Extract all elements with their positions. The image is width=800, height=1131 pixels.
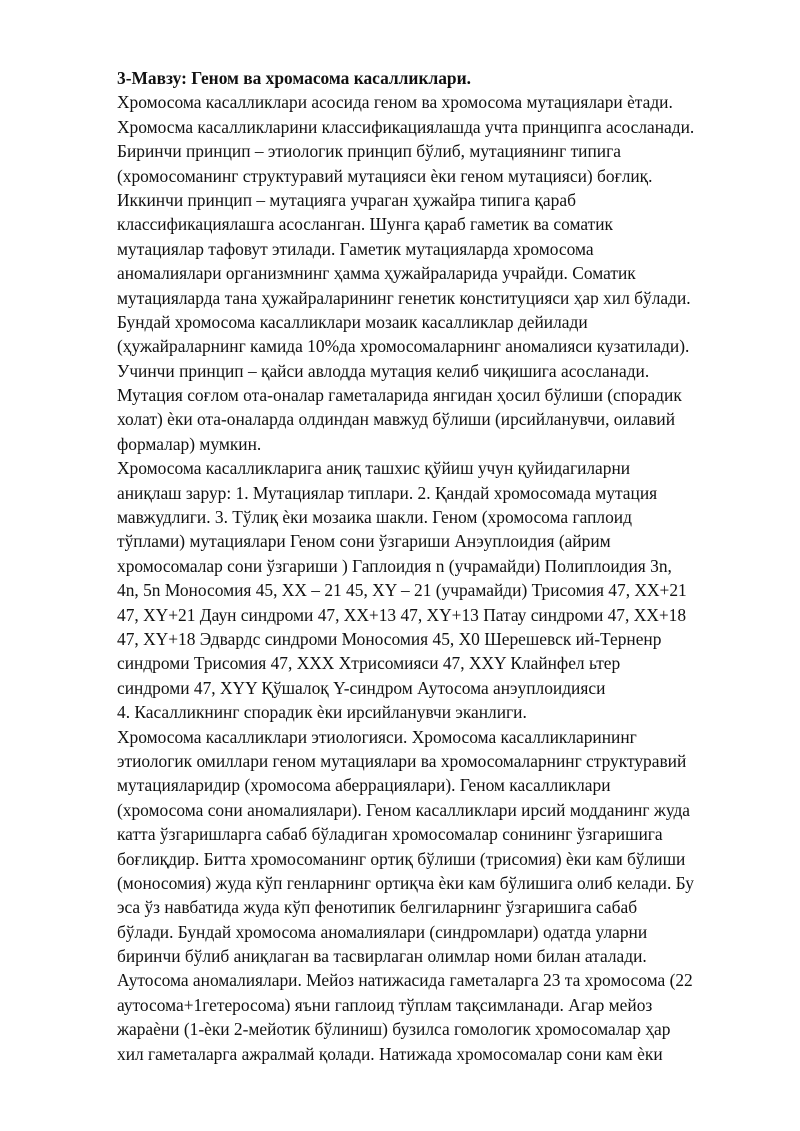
text-line: эса ўз навбатида жуда кўп фенотипик белгиларнинг ўзгаришига сабаб <box>117 897 638 918</box>
text-line: биринчи бўлиб аниқлаган ва тасвирлаган олимлар номи билан аталади. <box>117 946 647 967</box>
text-line: синдроми 47, XYY Қўшалоқ Y-синдром Аутосома анэуплоидияси <box>117 677 606 698</box>
text-line: мутациялар тафовут этилади. Гаметик мутацияларда хромосома <box>117 238 594 259</box>
text-line: Хромосома касалликлари этиологияси. Хромосома касалликларининг <box>117 726 637 747</box>
text-line: катта ўзгаришларга сабаб бўладиган хромосомалар сонининг ўзгаришига <box>117 824 663 845</box>
text-line: боғлиқдир. Битта хромосоманинг ортиқ бўлиши (трисомия) ѐки кам бўлиши <box>117 848 686 869</box>
text-line: холат) ѐки ота-оналарда олдиндан мавжуд бўлиши (ирсийланувчи, оилавий <box>117 409 676 430</box>
text-line: этиологик омиллари геном мутациялари ва хромосомаларнинг структуравий <box>117 750 687 771</box>
text-line: аниқлаш зарур: 1. Мутациялар типлари. 2. Қандай хромосомада мутация <box>117 482 658 503</box>
text-line: бўлади. Бундай хромосома аномалиялари (синдромлари) одатда уларни <box>117 921 648 942</box>
text-line: синдроми Трисомия 47, XXX Хтрисомияси 47, XXY Клайнфел ьтер <box>117 653 621 674</box>
document-title: 3-Мавзу: Геном ва хромасома касалликлари. <box>117 68 471 88</box>
text-line: мавжудлиги. 3. Тўлиқ ѐки мозаика шакли. Геном (хромосома гаплоид <box>117 507 632 528</box>
text-line: Хромосома касалликларига аниқ ташхис қўйиш учун қуйидагиларни <box>117 458 631 479</box>
text-line: классификациялашга асосланган. Шунга қараб гаметик ва соматик <box>117 214 613 235</box>
text-line: (хромосоманинг структуравий мутацияси ѐки геном мутацияси) боғлиқ. <box>117 165 653 186</box>
text-line: (ҳужайраларнинг камида 10%да хромосомаларнинг аномалияси кузатилади). <box>117 336 690 357</box>
text-line: аутосома+1гетеросома) яъни гаплоид тўплам тақсимланади. Агар мейоз <box>117 994 653 1015</box>
text-line: 47, XY+21 Даун синдроми 47, XX+13 47, XY+13 Патау синдроми 47, XX+18 <box>117 604 687 625</box>
text-line: формалар) мумкин. <box>117 433 262 454</box>
text-line: жараѐни (1-ѐки 2-мейотик бўлиниш) бузилса гомологик хромосомалар ҳар <box>117 1019 671 1040</box>
text-line: Хромосома касалликлари асосида геном ва хромосома мутациялари ѐтади. <box>117 92 673 113</box>
text-line: 4. Касалликнинг спорадик ѐки ирсийланувчи эканлиги. <box>117 702 527 723</box>
text-line: тўплами) мутациялари Геном сони ўзгариши Анэуплоидия (айрим <box>117 531 611 552</box>
text-line: аномалиялари организмнинг ҳамма ҳужайраларида учрайди. Соматик <box>117 263 636 284</box>
text-line: Хромосма касалликларини классификациялашда учта принципга асосланади. <box>117 116 695 137</box>
text-line: Биринчи принцип – этиологик принцип бўлиб, мутациянинг типига <box>117 141 621 162</box>
text-line: (моносомия) жуда кўп генларнинг ортиқча ѐки кам бўлишига олиб келади. Бу <box>117 872 694 893</box>
text-line: мутацияларда тана ҳужайраларининг генетик конституцияси ҳар хил бўлади. <box>117 287 691 308</box>
text-line: Учинчи принцип – қайси авлодда мутация келиб чиқишига асосланади. <box>117 360 650 381</box>
text-line: Бундай хромосома касалликлари мозаик касалликлар дейилади <box>117 311 588 332</box>
document-body <box>117 66 767 1066</box>
text-line: 47, XY+18 Эдвардс синдроми Моносомия 45, X0 Шерешевск ий-Терненр <box>117 628 662 649</box>
text-line: хил гаметаларга ажралмай қолади. Натижада хромосомалар сони кам ѐки <box>117 1043 663 1064</box>
text-line: Аутосома аномалиялари. Мейоз натижасида гаметаларга 23 та хромосома (22 <box>117 970 693 991</box>
text-line: Мутация соғлом ота-оналар гаметаларида янгидан ҳосил бўлиши (спорадик <box>117 385 682 406</box>
text-line: Иккинчи принцип – мутацияга учраган ҳужайра типига қараб <box>117 189 576 210</box>
text-line: хромосомалар сони ўзгариши ) Гаплоидия n (учрамайди) Полиплоидия 3n, <box>117 555 672 576</box>
text-line: (хромосома сони аномалиялари). Геном касалликлари ирсий модданинг жуда <box>117 799 691 820</box>
text-line: 4n, 5n Моносомия 45, XX – 21 45, XY – 21 (учрамайди) Трисомия 47, XX+21 <box>117 580 687 601</box>
text-line: мутацияларидир (хромосома аберрациялари). Геном касалликлари <box>117 775 611 796</box>
